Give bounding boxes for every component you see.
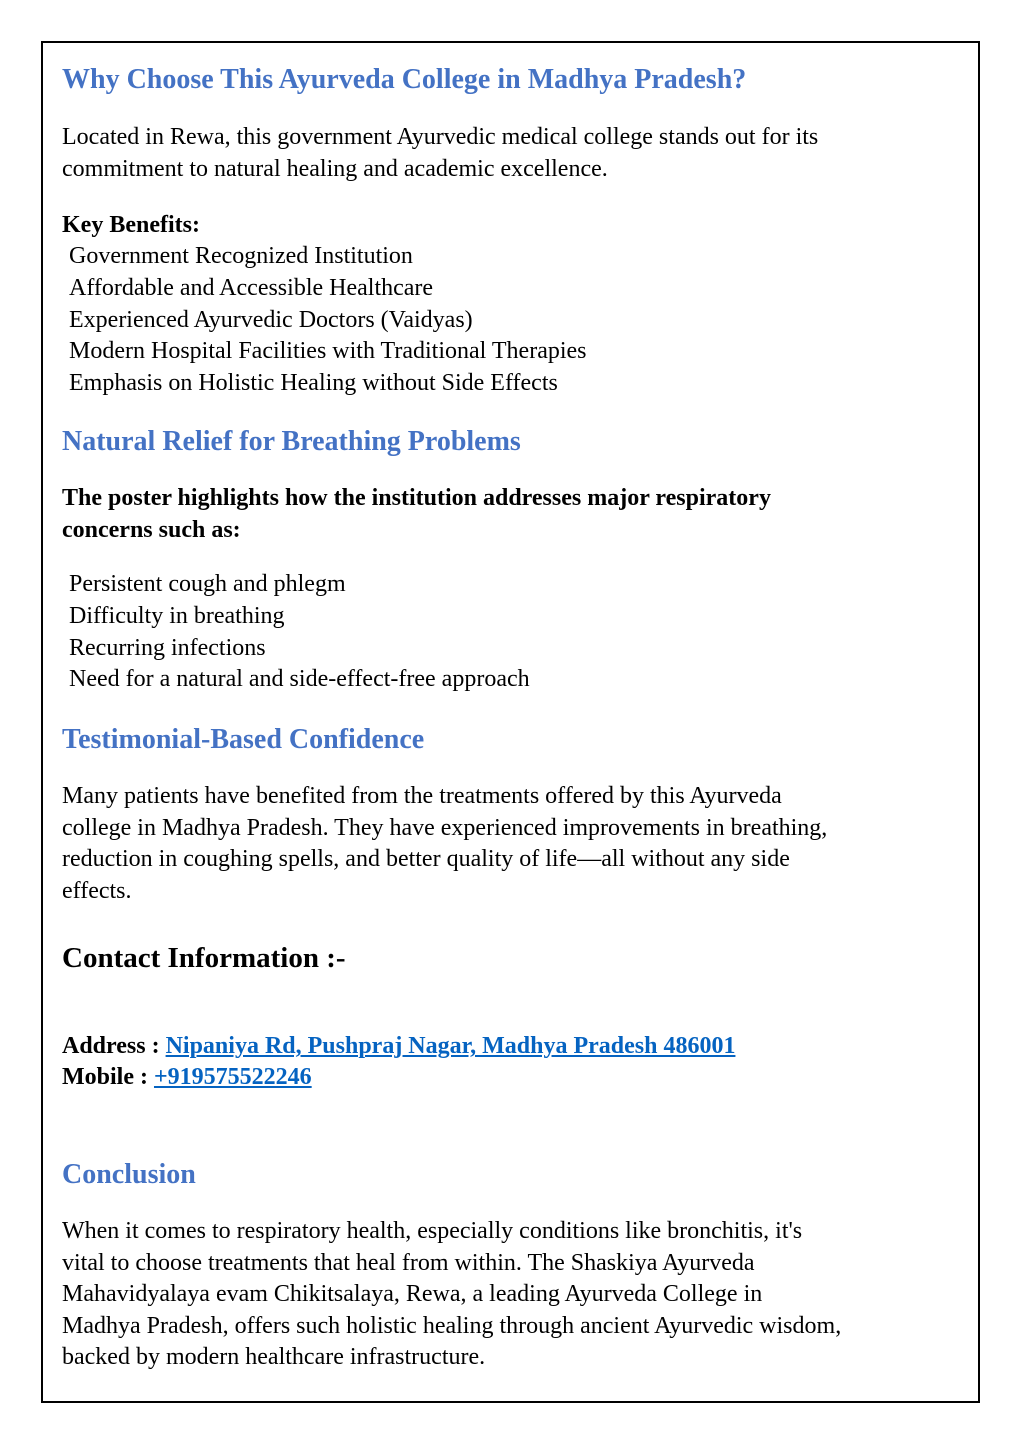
benefit-item: Government Recognized Institution [69, 243, 413, 269]
intro-line: commitment to natural healing and academic excellence. [62, 155, 608, 182]
heading-conclusion: Conclusion [62, 1159, 196, 1190]
breathing-lead [62, 483, 771, 546]
contact-details [62, 1031, 735, 1093]
benefit-item: Experienced Ayurvedic Doctors (Vaidyas) [69, 306, 473, 333]
concern-item: Persistent cough and phlegm [69, 571, 346, 597]
conclusion-line: Madhya Pradesh, offers such holistic healing through ancient Ayurvedic wisdom, [62, 1312, 842, 1339]
concern-item: Recurring infections [69, 634, 266, 661]
conclusion-line: Mahavidyalaya evam Chikitsalaya, Rewa, a leading Ayurveda College in [62, 1281, 763, 1307]
testimonial-line: reduction in coughing spells, and better quality of life—all without any side [62, 846, 790, 872]
conclusion-line: backed by modern healthcare infrastructure. [62, 1344, 486, 1370]
heading-testimonial: Testimonial-Based Confidence [62, 724, 425, 755]
testimonial-line: Many patients have benefited from the treatments offered by this Ayurveda [62, 783, 782, 809]
heading-why-choose: Why Choose This Ayurveda College in Madhya Pradesh? [62, 64, 747, 95]
mobile-link[interactable]: +919575522246 [153, 1064, 312, 1090]
mobile-row [62, 1062, 735, 1093]
address-row [62, 1031, 735, 1062]
address-link[interactable]: Nipaniya Rd, Pushpraj Nagar, Madhya Pradesh 486001 [165, 1033, 736, 1059]
benefit-item: Affordable and Accessible Healthcare [69, 274, 434, 301]
concern-item: Difficulty in breathing [69, 602, 285, 629]
benefits-list [62, 241, 587, 400]
conclusion-line: When it comes to respiratory health, especially conditions like bronchitis, it's [62, 1218, 803, 1244]
testimonial-line: college in Madhya Pradesh. They have experienced improvements in breathing, [62, 814, 828, 841]
benefit-item: Modern Hospital Facilities with Traditional Therapies [69, 338, 587, 365]
heading-contact: Contact Information :- [62, 942, 346, 974]
conclusion-line: vital to choose treatments that heal from within. The Shaskiya Ayurveda [62, 1249, 755, 1276]
breathing-lead-line: The poster highlights how the institution addresses major respiratory [62, 485, 771, 511]
intro-line: Located in Rewa, this government Ayurvedic medical college stands out for its [62, 124, 819, 150]
breathing-lead-line: concerns such as: [62, 516, 241, 543]
concerns-list [62, 569, 530, 696]
mobile-label: Mobile : [62, 1064, 154, 1090]
conclusion-paragraph [62, 1216, 841, 1374]
address-label: Address : [62, 1033, 166, 1059]
intro-paragraph [62, 122, 818, 185]
benefit-item: Emphasis on Holistic Healing without Side Effects [69, 370, 558, 397]
concern-item: Need for a natural and side-effect-free approach [69, 666, 530, 693]
key-benefits-title: Key Benefits: [62, 212, 200, 238]
heading-breathing: Natural Relief for Breathing Problems [62, 426, 521, 457]
testimonial-line: effects. [62, 877, 132, 904]
testimonial-paragraph [62, 781, 827, 907]
